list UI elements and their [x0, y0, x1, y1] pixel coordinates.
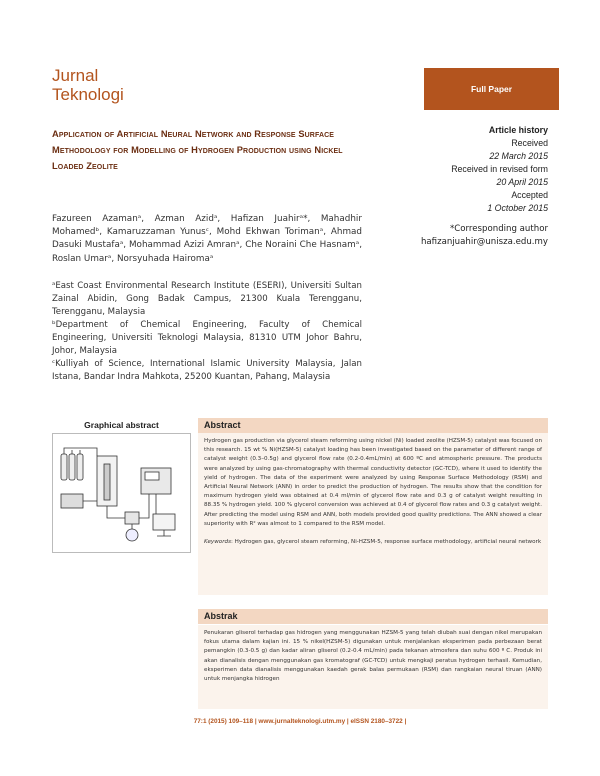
revised-label: Received in revised form [451, 164, 548, 174]
full-paper-badge [424, 68, 559, 110]
affiliations [52, 280, 362, 384]
corresponding-email[interactable]: hafizanjuahir@unisza.edu.my [420, 237, 548, 247]
abstract-keywords [204, 538, 542, 547]
abstrak-text: Penukaran gliserol terhadap gas hidrogen yang menggunakan HZSM-5 yang telah diubah suai dengan nikel merupakan fokus utama dalam kajian ini. 15 % nikel(HZSM-5) digunakan untuk menjalankan eksperimen pada perbezaan berat pemangkin (0.3-0.5 g) dan kadar aliran gliserol (0.2-0.4 mL/min) pada tekanan atmosfera dan suhu 600 º C. Produk ini akan dianalisis dengan menggunakan gas kromatograf (GC-TCD) untuk mengkaji peratus hydrogen terhasil. Kemudian, eksperimen data dianalisis menggunakan kaedah gerak balas permukaan (RSM) dan rangkaian neural tiruan (ANN) untuk menjangka hidrogen [204, 630, 542, 683]
reactor-schematic [53, 434, 190, 552]
corresponding-author [348, 223, 548, 249]
abstract-body [198, 433, 548, 595]
article-history [378, 124, 548, 215]
history-heading: Article history [488, 125, 548, 135]
received-label: Received [511, 138, 548, 148]
graphical-abstract-figure [52, 433, 191, 553]
page-footer: 77:1 (2015) 109–118 | www.jurnalteknologi.utm.my | eISSN 2180–3722 | [193, 718, 407, 725]
journal-name-line1: Jurnal [52, 66, 99, 85]
graphical-abstract-label: Graphical abstract [84, 420, 159, 430]
author-list: Fazureen Azamanᵃ, Azman Azidᵃ, Hafizan Juahirᵃ*, Mahadhir Mohamedᵇ, Kamaruzzaman Yunusᶜ, Mohd Ekhwan Torimanᵃ, Ahmad Dasuki Mustafaᵃ, Mohammad Azizi Amranᵃ, Che Noraini Che Hasnamᵃ, Roslan Umarᵃ, Norsyuhada Hairomaᵃ [52, 214, 362, 264]
affiliation-b: ᵇDepartment of Chemical Engineering, Faculty of Chemical Engineering, Universiti Teknologi Malaysia, 81310 UTM Johor Bahru, Johor, Malaysia [52, 320, 362, 356]
affiliation-c: ᶜKulliyah of Science, International Islamic University Malaysia, Jalan Istana, Bandar Indra Mahkota, 25200 Kuantan, Pahang, Malaysia [52, 359, 362, 382]
corresponding-label: *Corresponding author [449, 224, 548, 234]
keywords-text: : Hydrogen gas, glycerol steam reforming, Ni-HZSM-5, response surface methodology, artificial neural network [230, 539, 542, 546]
full-paper-label: Full Paper [470, 84, 513, 94]
revised-date: 20 April 2015 [496, 177, 548, 187]
paper-title: Application of Artificial Neural Network and Response Surface Methodology for Modelling of Hydrogen Production using Nickel Loaded Zeolite [52, 129, 343, 171]
journal-name-line2: Teknologi [52, 85, 124, 104]
journal-name [52, 66, 124, 104]
affiliation-a: ᵃEast Coast Environmental Research Institute (ESERI), Universiti Sultan Zainal Abidin, Gong Badak Campus, 21300 Kuala Terengganu, Terengganu, Malaysia [52, 281, 362, 317]
keywords-label: Keywords [204, 539, 231, 546]
received-date: 22 March 2015 [489, 151, 548, 161]
abstract-heading: Abstract [198, 418, 548, 433]
accepted-date: 1 October 2015 [487, 203, 548, 213]
abstract-text: Hydrogen gas production via glycerol steam reforming using nickel (Ni) loaded zeolite (HZSM-5) catalyst was focused on this research. 15 wt % Ni(HZSM-5) catalyst loading has been investigated based on the parameter of different range of catalyst weight (0.3–0.5g) and glycerol flow rate (0.2-0.4mL/min) at 600 ºC and atmospheric pressure. The products were analyzed by using gas-chromatography with thermal conductivity detector (GC-TCD), where it used to identify the yield of hydrogen. The data of the experiment were analyzed by using Response Surface Methodology (RSM) and Artificial Neural Network (ANN) in order to predict the production of hydrogen. The results show that the condition for maximum hydrogen yield was obtained at 0.4 ml/min of glycerol flow rate and 0.3 g of catalyst weight resulting in 88.35 % hydrogen yield. 100 % glycerol conversion was achieved at 0.4 of glycerol flow rates and 0.3 g catalyst weight. After predicting the model using RSM and ANN, both models provided good quality predictions. The ANN showed a clear superiority with R² was almost to 1 compared to the RSM model. [204, 438, 542, 527]
abstrak-body [198, 625, 548, 709]
abstrak-heading: Abstrak [198, 609, 548, 624]
accepted-label: Accepted [511, 190, 548, 200]
